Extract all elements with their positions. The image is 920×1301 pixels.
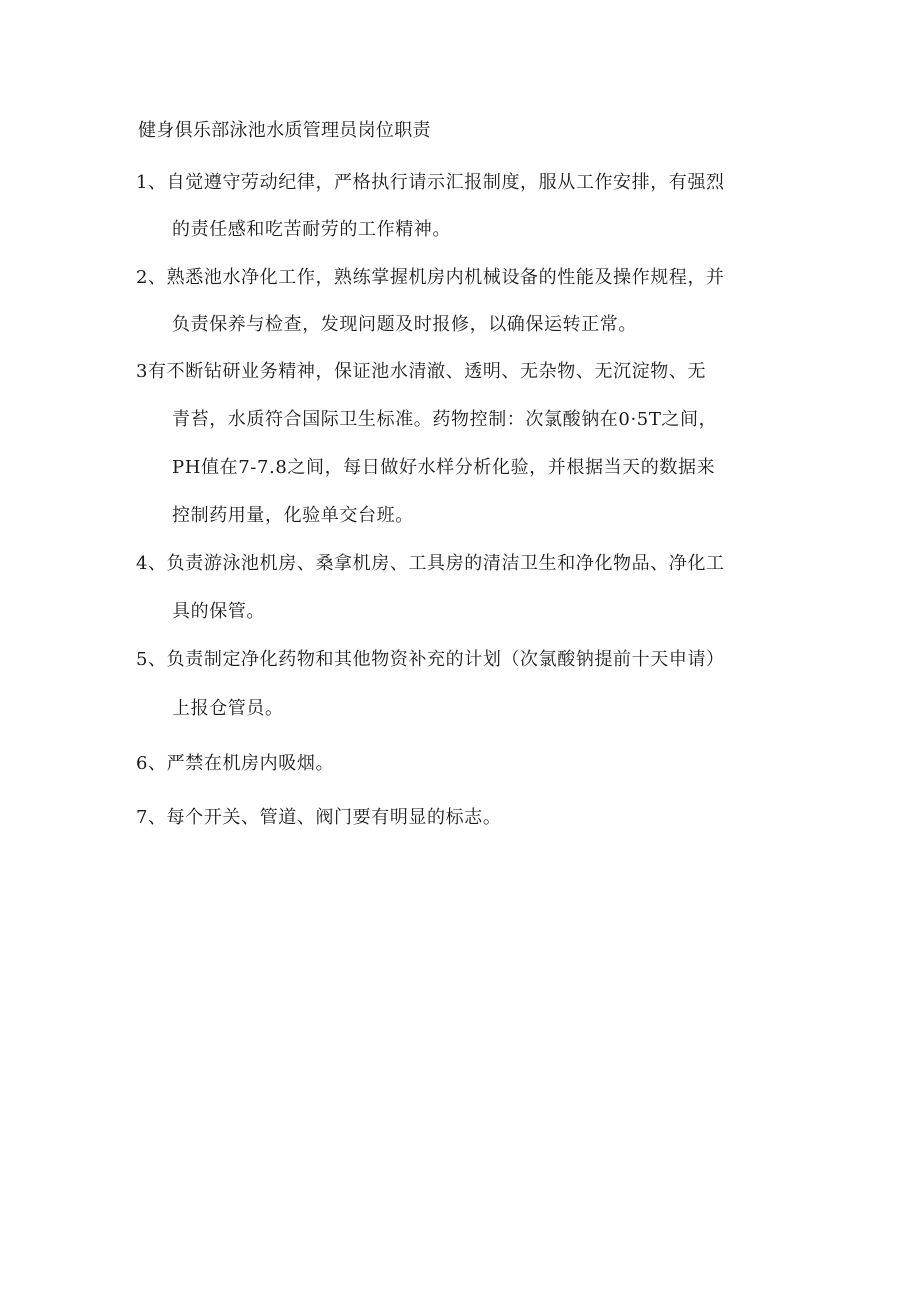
item-4-line-2: 具的保管。 bbox=[172, 601, 265, 622]
item-5-line-2: 上报仓管员。 bbox=[172, 698, 284, 719]
item-4-line-1: 4、负责游泳池机房、桑拿机房、工具房的清洁卫生和净化物品、净化工 bbox=[136, 553, 725, 574]
item-1-line-1: 1、自觉遵守劳动纪律，严格执行请示汇报制度，服从工作安排，有强烈 bbox=[136, 172, 725, 193]
item-3-line-2: 青苔，水质符合国际卫生标准。药物控制：次氯酸钠在0·5T之间， bbox=[172, 409, 718, 430]
item-6-line-1: 6、严禁在机房内吸烟。 bbox=[136, 753, 335, 774]
item-2-line-2: 负责保养与检查，发现问题及时报修，以确保运转正常。 bbox=[172, 314, 637, 335]
item-3-line-4: 控制药用量，化验单交台班。 bbox=[172, 505, 414, 526]
item-3-line-1: 3有不断钻研业务精神，保证池水清澈、透明、无杂物、无沉淀物、无 bbox=[136, 361, 707, 382]
item-7-line-1: 7、每个开关、管道、阀门要有明显的标志。 bbox=[136, 807, 502, 828]
document-title: 健身俱乐部泳池水质管理员岗位职责 bbox=[138, 120, 431, 141]
item-3-line-3: PH值在7-7.8之间，每日做好水样分析化验，并根据当天的数据来 bbox=[172, 457, 716, 478]
item-5-line-1: 5、负责制定净化药物和其他物资补充的计划（次氯酸钠提前十天申请） bbox=[136, 649, 725, 670]
item-1-line-2: 的责任感和吃苦耐劳的工作精神。 bbox=[172, 219, 451, 240]
item-2-line-1: 2、熟悉池水净化工作，熟练掌握机房内机械设备的性能及操作规程，并 bbox=[136, 267, 725, 288]
